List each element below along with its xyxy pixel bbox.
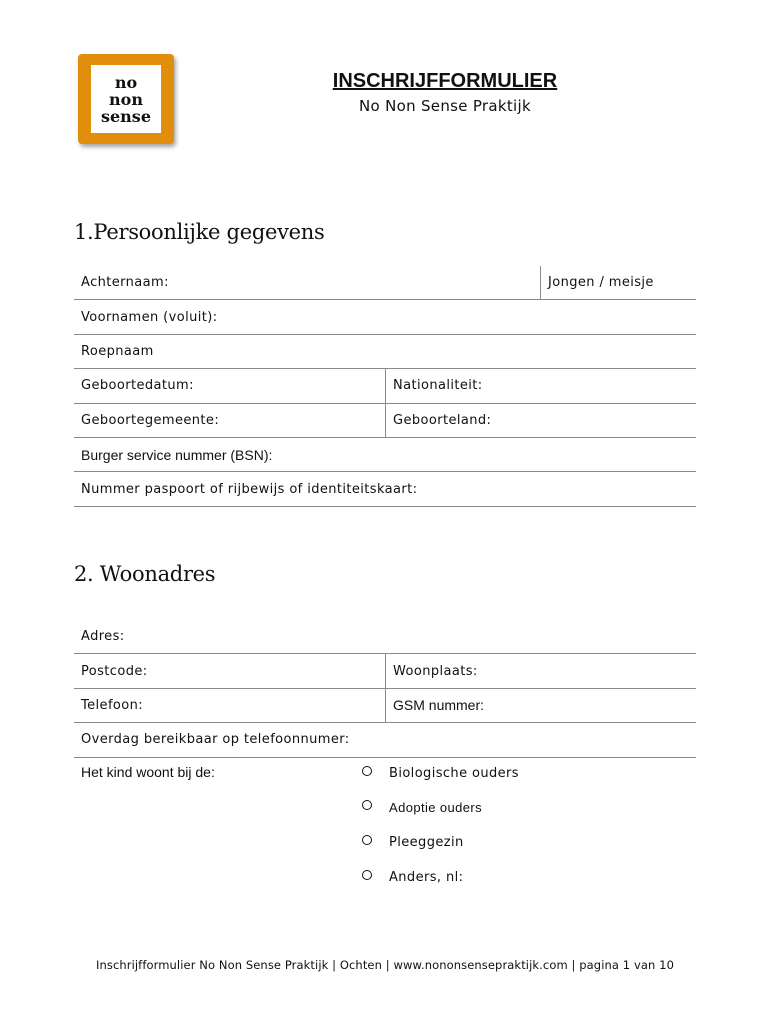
field-bsn[interactable]: Burger service nummer (BSN): (81, 446, 273, 463)
logo (78, 54, 174, 144)
form-row-voornamen (74, 300, 696, 334)
logo-line-3: sense (100, 106, 151, 126)
logo-text (91, 65, 161, 133)
form-row-roepnaam (74, 335, 696, 369)
field-voornamen[interactable]: Voornamen (voluit): (81, 309, 218, 325)
field-geboortegemeente[interactable]: Geboortegemeente: (81, 412, 220, 428)
logo-line-1: no (114, 72, 138, 92)
form-row-geboortegemeente (74, 404, 696, 438)
form-row-paspoort (74, 472, 696, 506)
logo-line-2: non (109, 89, 143, 109)
radio-label: Pleeggezin (389, 835, 464, 850)
form-row-overdag (74, 723, 696, 757)
radio-adoptie-ouders[interactable] (362, 800, 482, 815)
field-adres[interactable]: Adres: (81, 629, 125, 645)
document-subtitle: No Non Sense Praktijk (359, 97, 531, 115)
form-row-telefoon (74, 689, 696, 723)
radio-circle-icon[interactable] (362, 870, 372, 880)
field-roepnaam[interactable]: Roepnaam (81, 343, 154, 359)
field-telefoon[interactable]: Telefoon: (81, 697, 144, 713)
field-gsm[interactable]: GSM nummer: (385, 689, 696, 722)
field-overdag-telefoon[interactable]: Overdag bereikbaar op telefoonnumer: (81, 732, 350, 748)
radio-label: Anders, nl: (389, 870, 464, 885)
field-jongen-meisje[interactable]: Jongen / meisje (540, 266, 696, 299)
field-geboorteland[interactable]: Geboorteland: (385, 404, 696, 437)
field-paspoort[interactable]: Nummer paspoort of rijbewijs of identiteitskaart: (81, 481, 418, 497)
field-postcode[interactable]: Postcode: (81, 663, 148, 679)
radio-circle-icon[interactable] (362, 766, 372, 776)
personal-details-table (74, 266, 696, 507)
radio-circle-icon[interactable] (362, 800, 372, 810)
page-footer: Inschrijfformulier No Non Sense Praktijk | Ochten | www.nononsensepraktijk.com | pagina 1 van 10 (95, 958, 674, 972)
radio-label: Biologische ouders (389, 766, 519, 781)
radio-anders[interactable] (362, 870, 463, 885)
field-woonplaats[interactable]: Woonplaats: (385, 654, 696, 687)
document-title: INSCHRIJFFORMULIER (332, 70, 558, 92)
section-heading-personal: 1.Persoonlijke gegevens (74, 220, 325, 244)
form-row-postcode (74, 654, 696, 688)
field-achternaam[interactable]: Achternaam: (81, 275, 169, 291)
field-geboortedatum[interactable]: Geboortedatum: (81, 378, 194, 394)
address-table (74, 620, 696, 758)
field-nationaliteit[interactable]: Nationaliteit: (385, 369, 696, 402)
form-row-adres (74, 620, 696, 654)
section-heading-address: 2. Woonadres (74, 562, 216, 586)
form-row-geboortedatum (74, 369, 696, 403)
radio-circle-icon[interactable] (362, 835, 372, 845)
radio-label: Adoptie ouders (389, 800, 483, 815)
kind-woont-label: Het kind woont bij de: (81, 764, 215, 780)
radio-pleeggezin[interactable] (362, 835, 464, 850)
radio-biologische-ouders[interactable] (362, 766, 519, 781)
form-row-bsn (74, 438, 696, 472)
form-row-achternaam (74, 266, 696, 300)
